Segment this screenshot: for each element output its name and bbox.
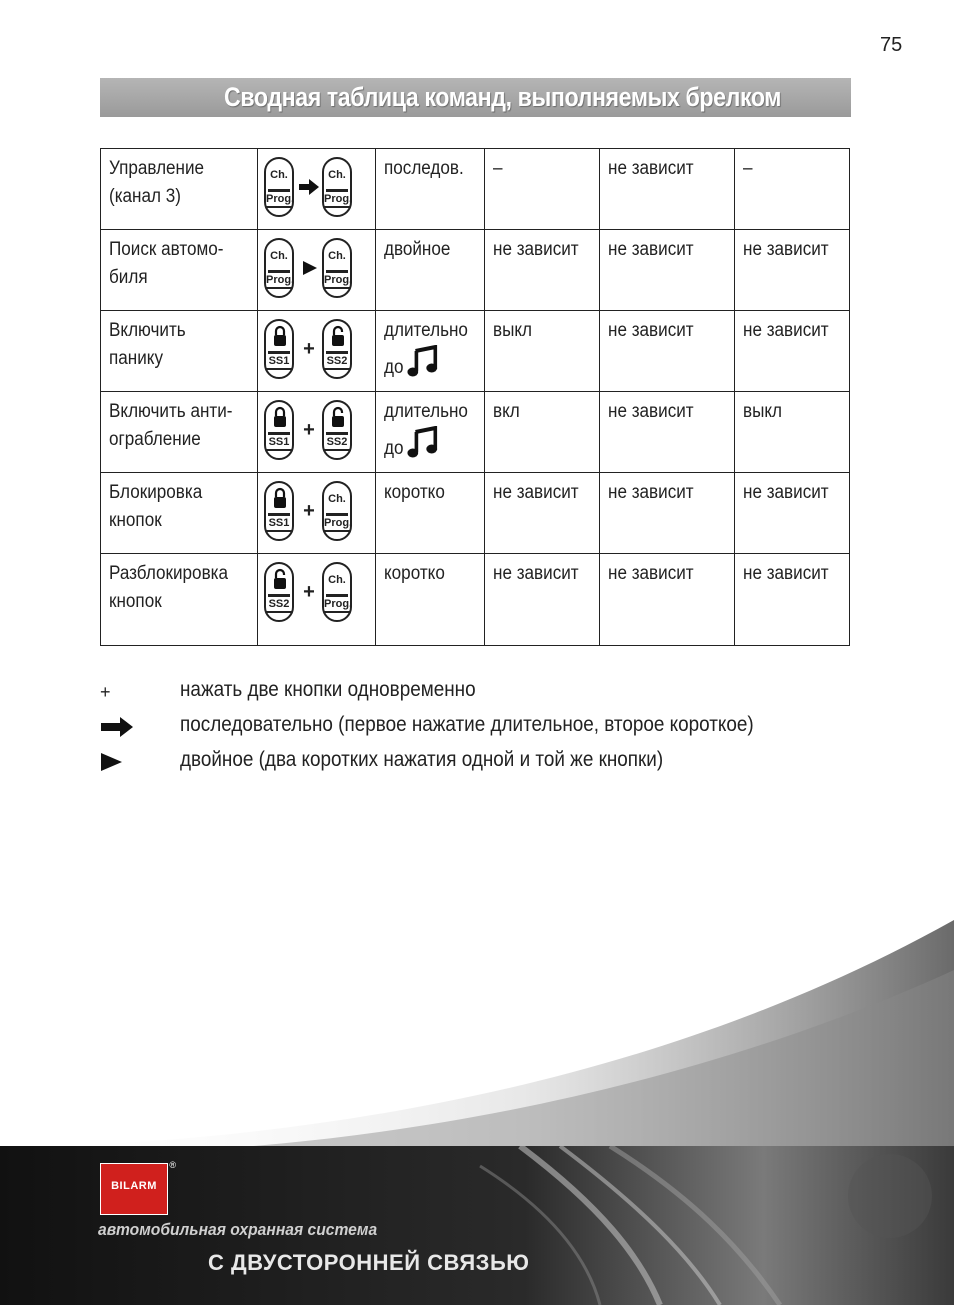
lock-open-icon <box>331 325 345 347</box>
status-value: не зависит <box>608 158 694 179</box>
buttons-cell <box>258 230 376 311</box>
status-value: выкл <box>493 320 533 341</box>
ch-prog-key-icon <box>322 562 352 622</box>
command-label-line1: Разблокировка <box>109 563 229 584</box>
command-table <box>100 148 850 646</box>
key-top-label: Ch. <box>270 250 288 262</box>
table-row <box>101 149 850 230</box>
key-bottom-label: Prog. <box>324 192 350 208</box>
status-cell <box>735 311 850 392</box>
status-value: не зависит <box>743 320 829 341</box>
ss2-key-icon <box>322 319 352 379</box>
command-label-cell <box>101 311 258 392</box>
key-top-label: Ch. <box>328 169 346 181</box>
key-top-label: Ch. <box>328 493 346 505</box>
press-type-cell <box>376 473 485 554</box>
footer-tagline: автомобильная охранная система <box>98 1220 378 1239</box>
key-bottom-label: Prog. <box>324 516 350 532</box>
key-top-label: Ch. <box>328 250 346 262</box>
command-label-cell <box>101 230 258 311</box>
status-cell <box>485 311 600 392</box>
command-label-line1: Включить анти- <box>109 401 233 422</box>
plus-sign: + <box>303 338 315 360</box>
registered-mark: ® <box>169 1160 176 1170</box>
press-type: длительно <box>384 320 468 341</box>
status-cell <box>485 392 600 473</box>
status-cell <box>600 311 735 392</box>
bilarm-logo <box>100 1160 176 1215</box>
ch-prog-key-icon <box>264 238 294 298</box>
key-bottom-label: Prog. <box>324 597 350 613</box>
footer-banner <box>0 1146 954 1305</box>
key-bottom-label: SS1 <box>266 435 292 451</box>
status-cell <box>600 554 735 646</box>
table-row <box>101 311 850 392</box>
key-bottom-label: SS1 <box>266 516 292 532</box>
key-bottom-label: SS2 <box>266 597 292 613</box>
status-cell <box>735 230 850 311</box>
legend-item <box>100 711 860 746</box>
page-title: Сводная таблица команд, выполняемых брелком <box>224 82 782 112</box>
press-type-cell <box>376 392 485 473</box>
buttons-cell <box>258 311 376 392</box>
key-bottom-label: Prog. <box>266 273 292 289</box>
buttons-cell <box>258 554 376 646</box>
command-label-cell <box>101 392 258 473</box>
legend <box>100 676 860 781</box>
key-bottom-label: Prog. <box>324 273 350 289</box>
decorative-swoosh <box>0 880 954 1150</box>
command-label-cell <box>101 149 258 230</box>
status-value: – <box>743 158 753 179</box>
status-cell <box>600 392 735 473</box>
status-value: не зависит <box>608 320 694 341</box>
legend-text: нажать две кнопки одновременно <box>180 678 476 701</box>
status-cell <box>485 473 600 554</box>
key-top-label: Ch. <box>270 169 288 181</box>
press-type-until: до <box>384 357 404 378</box>
press-type: коротко <box>384 563 445 584</box>
command-label-line1: Блокировка <box>109 482 203 503</box>
footer-slogan: С ДВУСТОРОННЕЙ СВЯЗЬЮ <box>208 1250 530 1275</box>
table-row <box>101 230 850 311</box>
key-top-label: Ch. <box>328 574 346 586</box>
ss1-key-icon <box>264 481 294 541</box>
command-label-line1: Включить <box>109 320 186 341</box>
status-value: не зависит <box>608 401 694 422</box>
status-cell <box>735 554 850 646</box>
lock-closed-icon <box>273 487 287 509</box>
status-cell <box>735 473 850 554</box>
command-label-line2: кнопок <box>109 510 162 531</box>
music-note-icon <box>407 345 438 379</box>
triangle-icon <box>100 750 140 774</box>
status-value: не зависит <box>493 482 579 503</box>
ss2-key-icon <box>264 562 294 622</box>
status-value: не зависит <box>743 482 829 503</box>
key-bottom-label: SS1 <box>266 354 292 370</box>
legend-text: двойное (два коротких нажатия одной и той же кнопки) <box>180 748 664 771</box>
command-label-line2: кнопок <box>109 591 162 612</box>
lock-open-icon <box>273 568 287 590</box>
status-cell <box>485 554 600 646</box>
buttons-cell <box>258 392 376 473</box>
ss1-key-icon <box>264 319 294 379</box>
press-type-cell <box>376 149 485 230</box>
command-label-line1: Поиск автомо- <box>109 239 224 260</box>
command-label-cell <box>101 473 258 554</box>
status-cell <box>485 149 600 230</box>
table-row <box>101 392 850 473</box>
music-note-icon <box>407 426 438 460</box>
legend-item <box>100 746 860 781</box>
status-value: не зависит <box>608 482 694 503</box>
ch-prog-key-icon <box>264 157 294 217</box>
press-type: длительно <box>384 401 468 422</box>
status-cell <box>735 392 850 473</box>
key-bottom-label: SS2 <box>324 354 350 370</box>
press-type-line2 <box>384 426 467 463</box>
press-type-line2 <box>384 345 467 382</box>
press-type: коротко <box>384 482 445 503</box>
plus-sign: + <box>303 581 315 603</box>
plus-sign: + <box>100 682 111 702</box>
plus-sign: + <box>303 500 315 522</box>
command-label-line2: биля <box>109 267 148 288</box>
ch-prog-key-icon <box>322 481 352 541</box>
status-cell <box>485 230 600 311</box>
ss1-key-icon <box>264 400 294 460</box>
press-type-cell <box>376 230 485 311</box>
key-bottom-label: Prog. <box>266 192 292 208</box>
plus-sign: + <box>303 419 315 441</box>
status-cell <box>600 473 735 554</box>
status-value: не зависит <box>493 239 579 260</box>
press-type: последов. <box>384 158 464 179</box>
buttons-cell <box>258 149 376 230</box>
status-value: вкл <box>493 401 520 422</box>
arrow-icon <box>100 715 140 739</box>
page-number: 75 <box>880 34 903 56</box>
status-value: не зависит <box>493 563 579 584</box>
command-label-line2: ограбление <box>109 429 201 450</box>
command-label-line2: панику <box>109 348 163 369</box>
legend-item <box>100 676 860 711</box>
command-label-cell <box>101 554 258 646</box>
legend-text: последовательно (первое нажатие длительное, второе короткое) <box>180 713 754 736</box>
status-value: не зависит <box>608 563 694 584</box>
press-type: двойное <box>384 239 451 260</box>
arrow-icon <box>298 177 320 197</box>
ch-prog-key-icon <box>322 157 352 217</box>
command-label-line1: Управление <box>109 158 205 179</box>
buttons-cell <box>258 473 376 554</box>
command-label-line2: (канал 3) <box>109 186 181 207</box>
title-bar <box>100 78 851 117</box>
ch-prog-key-icon <box>322 238 352 298</box>
status-cell <box>735 149 850 230</box>
lock-open-icon <box>331 406 345 428</box>
logo-text: BILARM <box>111 1180 157 1192</box>
press-type-cell <box>376 554 485 646</box>
status-value: не зависит <box>608 239 694 260</box>
table-row <box>101 473 850 554</box>
table-row <box>101 554 850 646</box>
status-value: не зависит <box>743 239 829 260</box>
triangle-icon <box>298 258 320 278</box>
status-value: не зависит <box>743 563 829 584</box>
status-value: – <box>493 158 503 179</box>
status-value: выкл <box>743 401 783 422</box>
press-type-cell <box>376 311 485 392</box>
lock-closed-icon <box>273 325 287 347</box>
ss2-key-icon <box>322 400 352 460</box>
status-cell <box>600 230 735 311</box>
press-type-until: до <box>384 438 404 459</box>
key-bottom-label: SS2 <box>324 435 350 451</box>
status-cell <box>600 149 735 230</box>
lock-closed-icon <box>273 406 287 428</box>
